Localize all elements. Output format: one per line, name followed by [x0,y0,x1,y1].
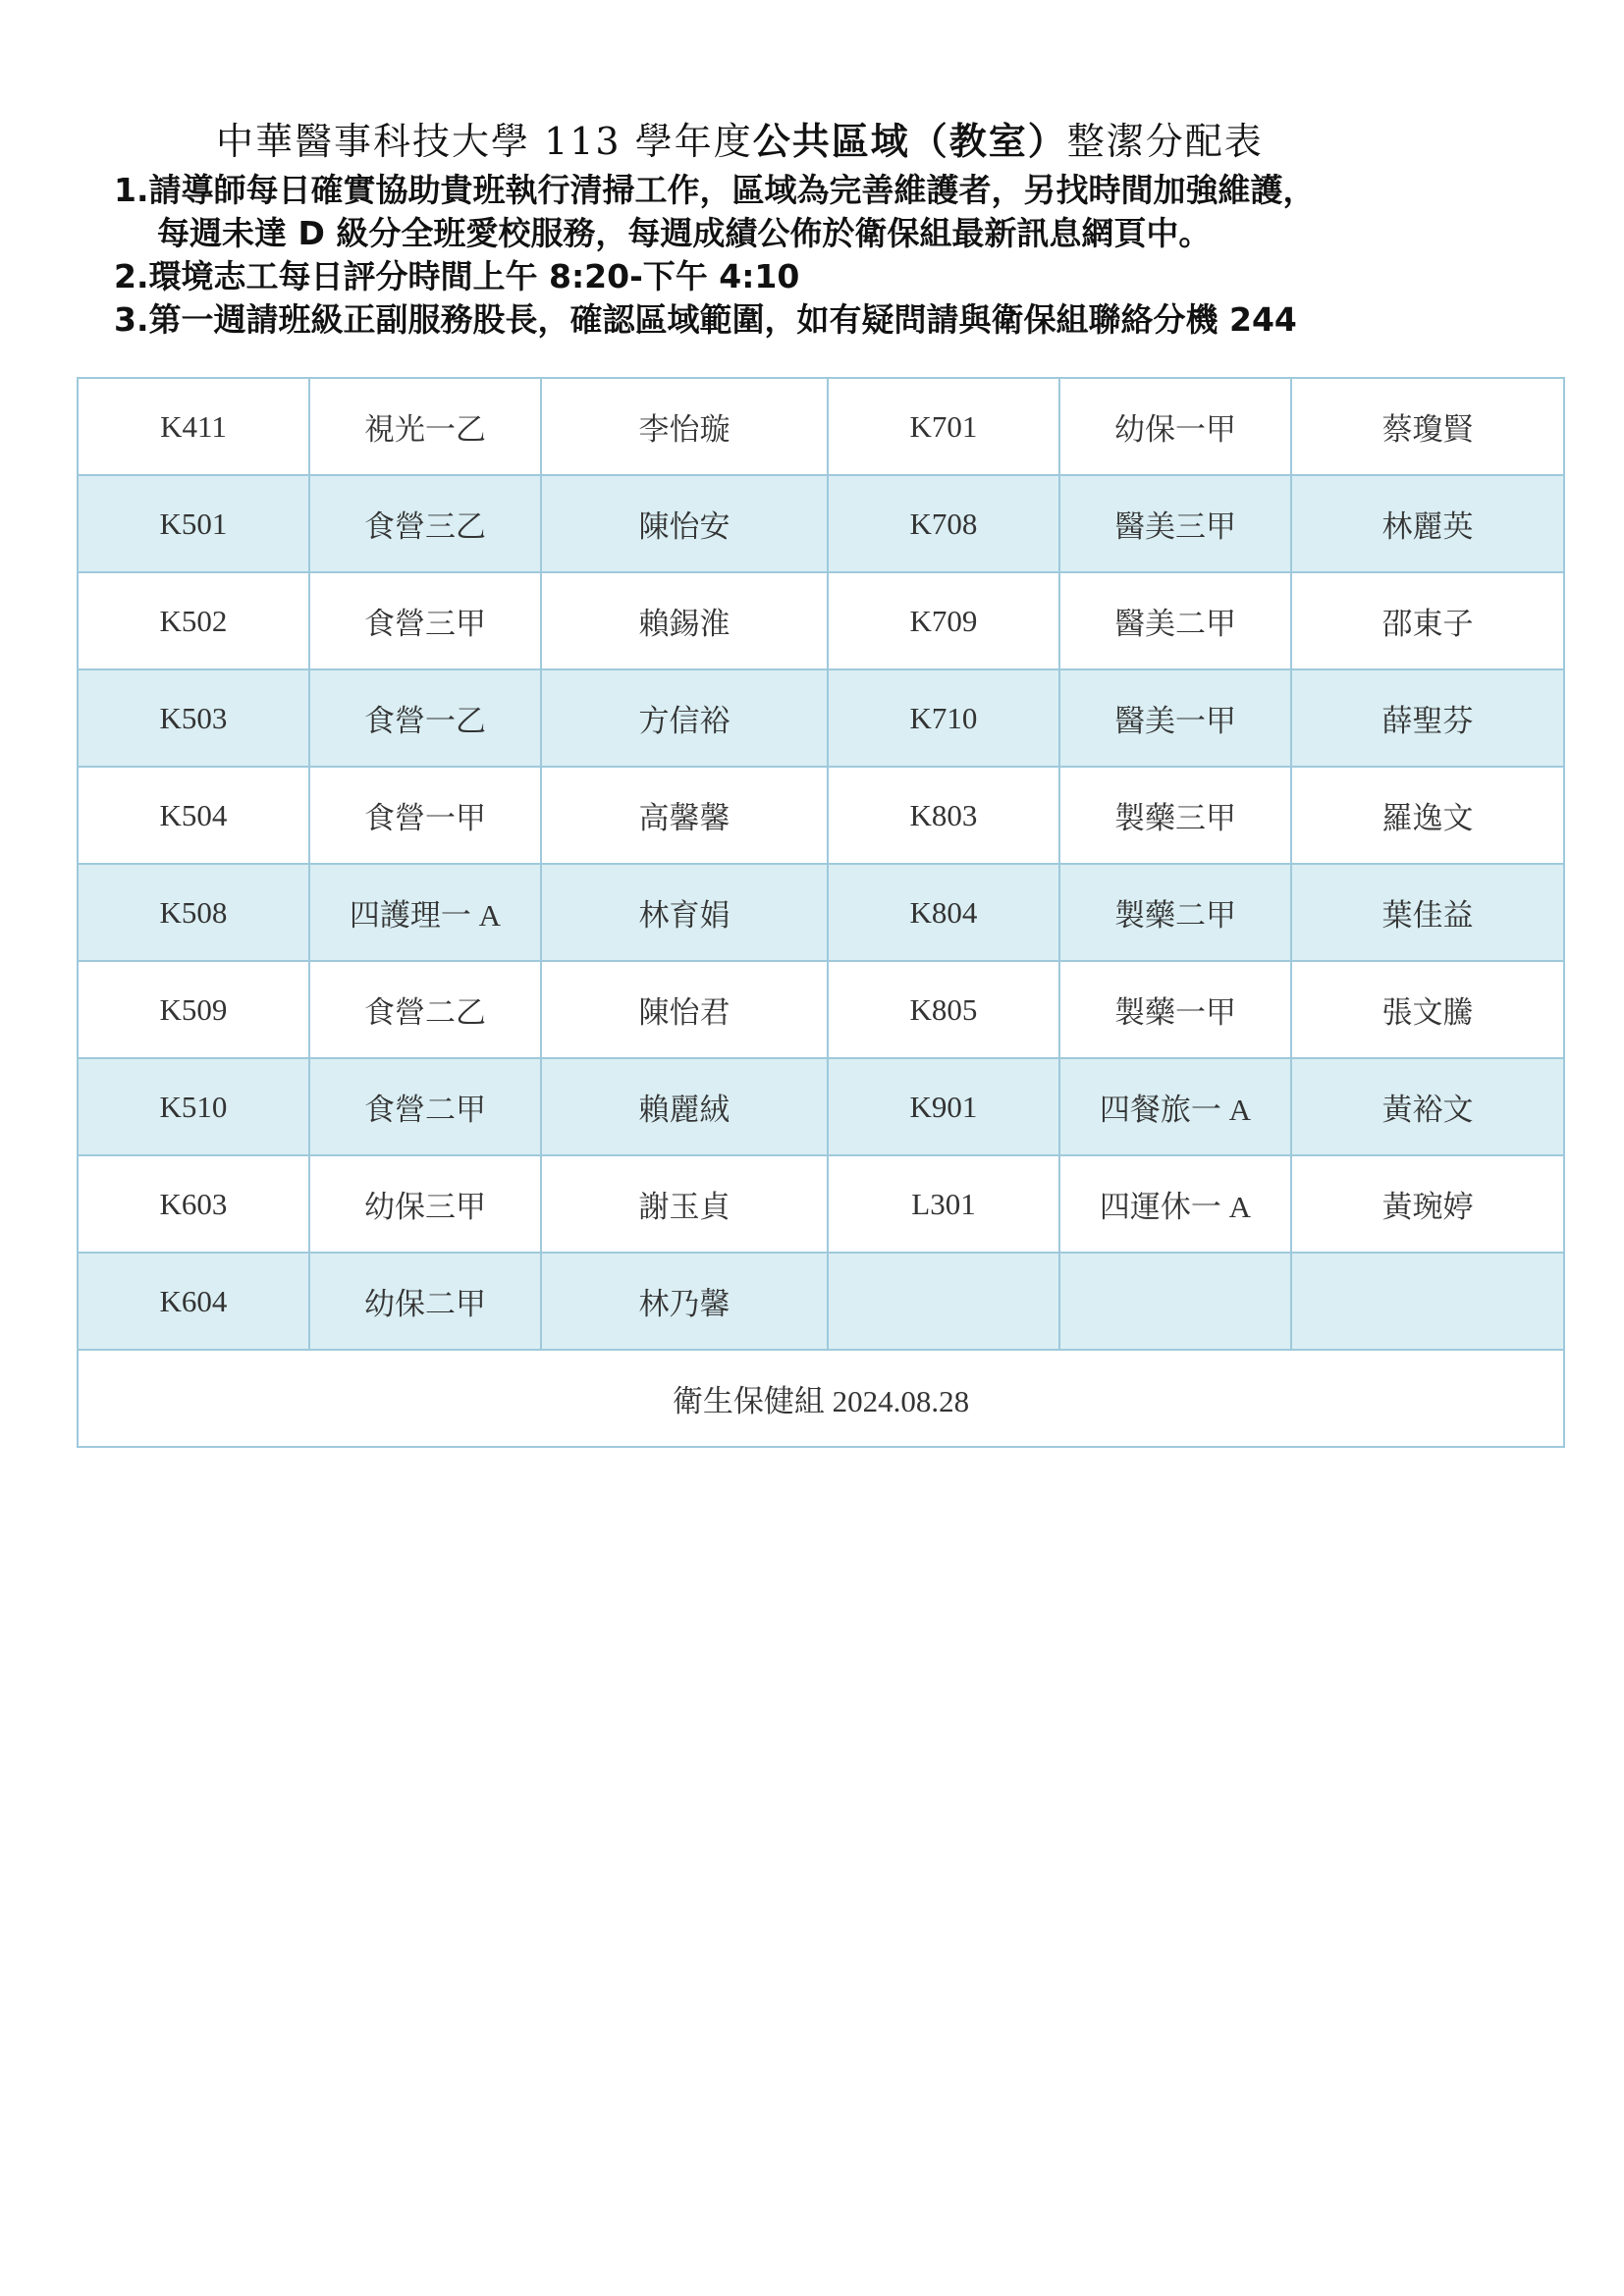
class-cell: 四餐旅一 A [1059,1058,1291,1155]
class-cell: 四運休一 A [1059,1155,1291,1253]
room-cell: K804 [828,864,1059,961]
title-prefix: 中華醫事科技大學 113 學年度 [216,120,753,163]
note-1-continued: 每週未達 D 級分全班愛校服務，每週成績公佈於衛保組最新訊息網頁中。 [157,214,1212,252]
table-row [78,767,1564,864]
room-cell: K509 [78,961,309,1058]
class-cell: 四護理一 A [309,864,541,961]
teacher-cell: 葉佳益 [1291,864,1564,961]
teacher-cell: 賴麗絨 [541,1058,828,1155]
room-cell: K603 [78,1155,309,1253]
class-cell: 醫美三甲 [1059,475,1291,572]
page-title [216,118,1264,165]
table-row [78,1253,1564,1350]
class-cell: 食營三甲 [309,572,541,669]
table-row [78,1155,1564,1253]
teacher-cell: 方信裕 [541,669,828,767]
teacher-cell: 李怡璇 [541,378,828,475]
class-cell: 幼保三甲 [309,1155,541,1253]
class-cell: 製藥二甲 [1059,864,1291,961]
class-cell: 製藥一甲 [1059,961,1291,1058]
note-1: 1.請導師每日確實協助貴班執行清掃工作，區域為完善維護者，另找時間加強維護， [114,171,1316,209]
table-row [78,378,1564,475]
teacher-cell: 陳怡君 [541,961,828,1058]
class-cell: 食營二甲 [309,1058,541,1155]
title-suffix: 整潔分配表 [1066,120,1264,163]
room-cell: K504 [78,767,309,864]
teacher-cell: 賴錫淮 [541,572,828,669]
room-cell: K411 [78,378,309,475]
teacher-cell: 林麗英 [1291,475,1564,572]
issuer-date: 衛生保健組 2024.08.28 [78,1350,1564,1447]
teacher-cell: 張文騰 [1291,961,1564,1058]
teacher-cell: 蔡瓊賢 [1291,378,1564,475]
teacher-cell: 林育娟 [541,864,828,961]
note-3: 3.第一週請班級正副服務股長，確認區域範圍，如有疑問請與衛保組聯絡分機 244 [114,300,1297,339]
teacher-cell: 黃琬婷 [1291,1155,1564,1253]
class-cell [1059,1253,1291,1350]
table-row [78,572,1564,669]
table-row [78,475,1564,572]
room-cell: K710 [828,669,1059,767]
room-cell: K508 [78,864,309,961]
teacher-cell: 黃裕文 [1291,1058,1564,1155]
footer-row [78,1350,1564,1447]
note-2: 2.環境志工每日評分時間上午 8:20-下午 4:10 [114,257,800,295]
room-cell: K503 [78,669,309,767]
table-row [78,864,1564,961]
room-cell: L301 [828,1155,1059,1253]
class-cell: 視光一乙 [309,378,541,475]
class-cell: 醫美二甲 [1059,572,1291,669]
room-cell: K805 [828,961,1059,1058]
room-cell: K708 [828,475,1059,572]
room-cell: K604 [78,1253,309,1350]
table-row [78,669,1564,767]
teacher-cell: 邵東子 [1291,572,1564,669]
class-cell: 食營二乙 [309,961,541,1058]
teacher-cell: 高馨馨 [541,767,828,864]
table-row [78,961,1564,1058]
class-cell: 食營三乙 [309,475,541,572]
class-cell: 食營一甲 [309,767,541,864]
teacher-cell: 薛聖芬 [1291,669,1564,767]
room-cell: K501 [78,475,309,572]
class-cell: 食營一乙 [309,669,541,767]
room-cell: K502 [78,572,309,669]
room-cell: K701 [828,378,1059,475]
title-bold: 公共區域（教室） [752,119,1067,163]
teacher-cell: 羅逸文 [1291,767,1564,864]
teacher-cell: 林乃馨 [541,1253,828,1350]
room-cell: K709 [828,572,1059,669]
class-cell: 幼保一甲 [1059,378,1291,475]
teacher-cell: 陳怡安 [541,475,828,572]
class-cell: 幼保二甲 [309,1253,541,1350]
room-cell [828,1253,1059,1350]
teacher-cell: 謝玉貞 [541,1155,828,1253]
room-cell: K901 [828,1058,1059,1155]
class-cell: 醫美一甲 [1059,669,1291,767]
class-cell: 製藥三甲 [1059,767,1291,864]
room-cell: K803 [828,767,1059,864]
assignment-table [77,377,1565,1448]
table-row [78,1058,1564,1155]
room-cell: K510 [78,1058,309,1155]
teacher-cell [1291,1253,1564,1350]
instructions [114,169,1567,342]
